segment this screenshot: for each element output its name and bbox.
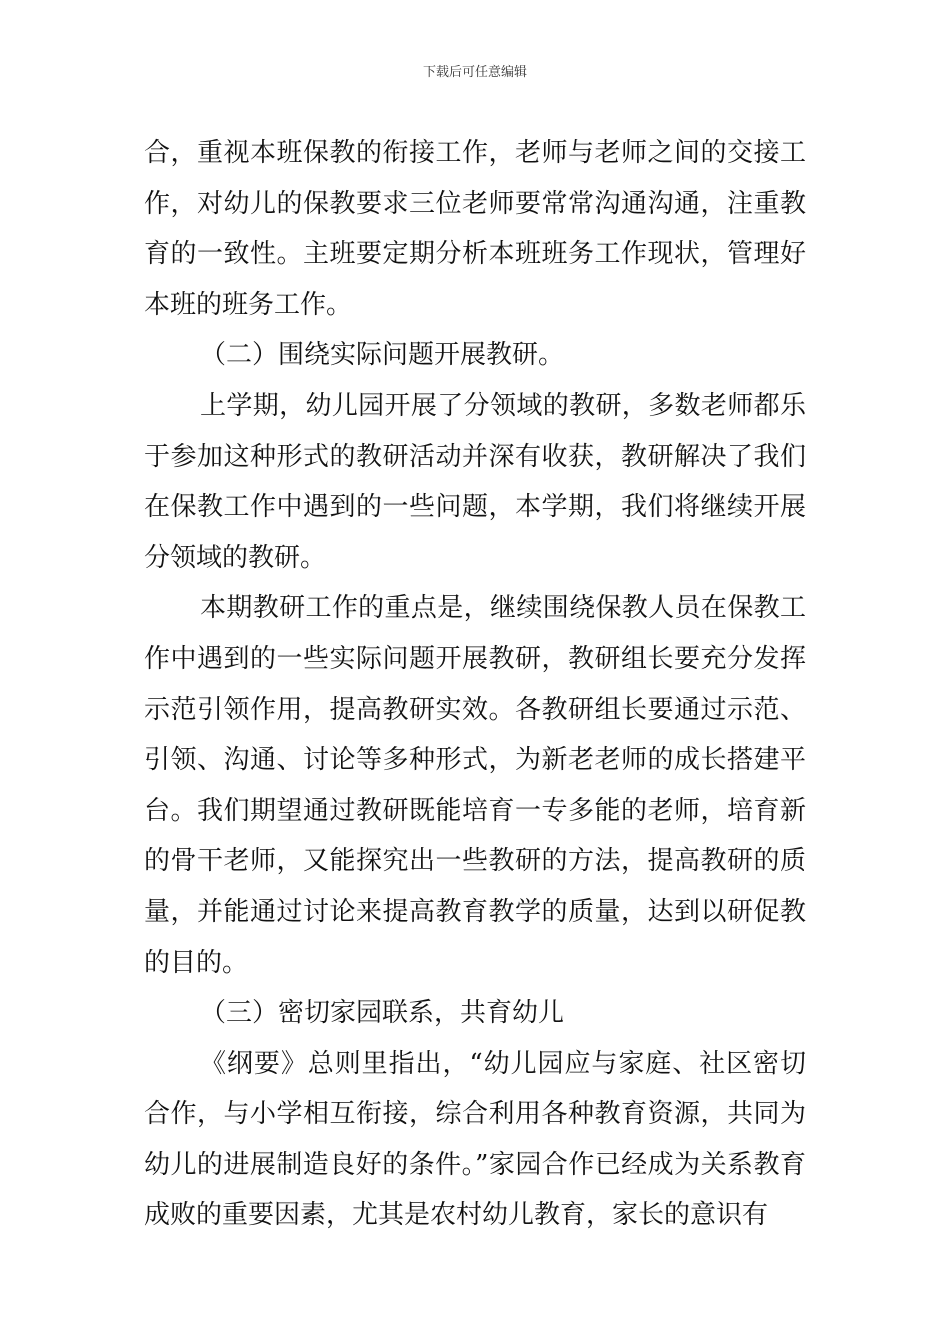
page-header: 下载后可任意编辑 (422, 65, 527, 80)
section-heading-2: （二）围绕实际问题开展教研。 (200, 340, 565, 371)
paragraph-continued: 合，重视本班保教的衔接工作，老师与老师之间的交接工作，对幼儿的保教要求三位老师要常常沟通沟通，注重教育的一致性。主班要定期分析本班班务工作现状，管理好本班的班务工作。 (144, 138, 806, 320)
paragraph-guidelines: 《纲要》总则里指出，“幼儿园应与家庭、社区密切合作，与小学相互衔接，综合利用各种教育资源，共同为幼儿的进展制造良好的条件。”家园合作已经成为关系教育成败的重要因素，尤其是农村幼儿教育，家长的意识有 (144, 1048, 806, 1231)
section-heading-3: （三）密切家园联系，共育幼儿 (200, 998, 565, 1029)
paragraph-last-semester: 上学期，幼儿园开展了分领域的教研，多数老师都乐于参加这种形式的教研活动并深有收获，教研解决了我们在保教工作中遇到的一些问题，本学期，我们将继续开展分领域的教研。 (144, 390, 806, 573)
paragraph-research-focus: 本期教研工作的重点是，继续围绕保教人员在保教工作中遇到的一些实际问题开展教研，教研组长要充分发挥示范引领作用，提高教研实效。各教研组长要通过示范、引领、沟通、讨论等多种形式，为新老老师的成长搭建平台。我们期望通过教研既能培育一专多能的老师，培育新的骨干老师，又能探究出一些教研的方法，提高教研的质量，并能通过讨论来提高教育教学的质量，达到以研促教的目的。 (144, 593, 806, 978)
document-body (144, 128, 806, 1241)
